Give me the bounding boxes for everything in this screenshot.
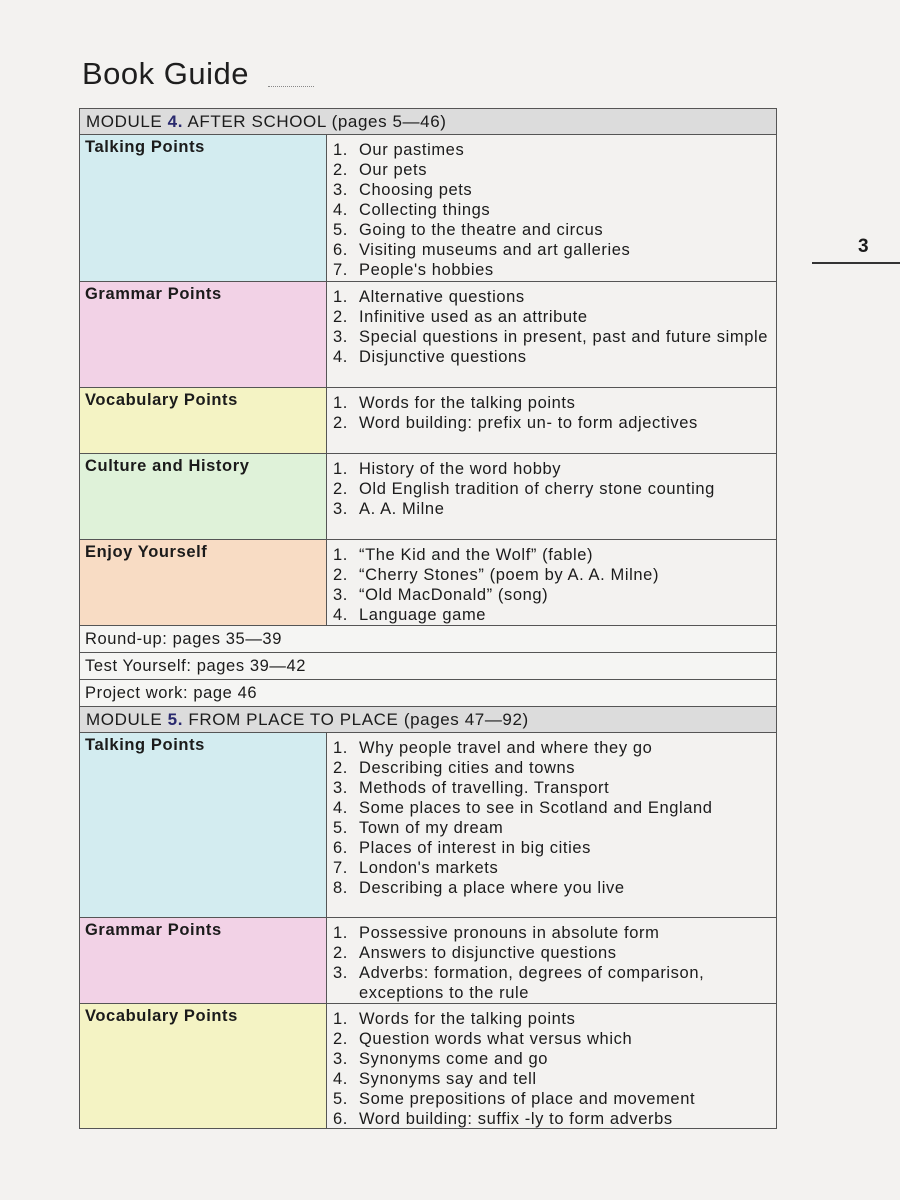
item-text: Old English tradition of cherry stone counting [359, 480, 715, 498]
section-items [327, 282, 776, 387]
item-number: 2. [333, 944, 348, 962]
list-item [333, 798, 776, 818]
module-number: 5. [167, 710, 184, 729]
item-text: Question words what versus which [359, 1030, 633, 1048]
item-text: Word building: suffix -ly to form adverbs [359, 1110, 673, 1128]
list-item [333, 220, 776, 240]
list-item [333, 1089, 776, 1109]
item-number: 5. [333, 819, 348, 837]
item-text: Adverbs: formation, degrees of comparison, exceptions to the rule [359, 964, 705, 1002]
item-text: Answers to disjunctive questions [359, 944, 617, 962]
item-number: 7. [333, 859, 348, 877]
item-number: 6. [333, 839, 348, 857]
section-items [327, 1004, 776, 1128]
section-grammar-points [80, 282, 776, 388]
item-text: Our pets [359, 161, 428, 179]
item-number: 3. [333, 964, 348, 982]
item-text: History of the word hobby [359, 460, 562, 478]
section-culture-and-history [80, 454, 776, 540]
item-number: 5. [333, 1090, 348, 1108]
module-header [80, 707, 776, 733]
item-number: 4. [333, 201, 348, 219]
section-items [327, 540, 776, 625]
list-item [333, 479, 776, 499]
item-text: London's markets [359, 859, 499, 877]
list-item [333, 160, 776, 180]
section-label: Culture and History [80, 454, 327, 539]
item-text: Language game [359, 606, 487, 624]
item-text: Collecting things [359, 201, 491, 219]
item-text: Describing cities and towns [359, 759, 576, 777]
section-label: Grammar Points [80, 918, 327, 1003]
list-item [333, 413, 776, 433]
list-item [333, 1049, 776, 1069]
list-item [333, 180, 776, 200]
list-item [333, 838, 776, 858]
list-item [333, 943, 776, 963]
item-number: 4. [333, 1070, 348, 1088]
list-item [333, 818, 776, 838]
item-number: 2. [333, 1030, 348, 1048]
item-number: 3. [333, 586, 348, 604]
item-text: Disjunctive questions [359, 348, 527, 366]
list-item [333, 307, 776, 327]
list-item [333, 459, 776, 479]
list-item [333, 585, 776, 605]
list-item [333, 565, 776, 585]
item-text: People's hobbies [359, 261, 494, 279]
section-vocabulary-points [80, 1004, 776, 1129]
item-number: 2. [333, 566, 348, 584]
item-text: Infinitive used as an attribute [359, 308, 588, 326]
module-header-prefix: MODULE [86, 710, 163, 729]
section-items [327, 918, 776, 1003]
section-label: Vocabulary Points [80, 1004, 327, 1128]
round-up-row: Round-up: pages 35—39 [80, 626, 776, 653]
section-vocabulary-points [80, 388, 776, 454]
item-text: “Cherry Stones” (poem by A. A. Milne) [359, 566, 660, 584]
module-number: 4. [167, 112, 184, 131]
item-number: 2. [333, 308, 348, 326]
item-number: 8. [333, 879, 348, 897]
list-item [333, 778, 776, 798]
item-number: 3. [333, 328, 348, 346]
page-number: 3 [858, 236, 869, 257]
item-number: 2. [333, 480, 348, 498]
list-item [333, 200, 776, 220]
item-number: 1. [333, 141, 348, 159]
item-text: Synonyms come and go [359, 1050, 549, 1068]
section-talking-points [80, 135, 776, 282]
section-label: Grammar Points [80, 282, 327, 387]
item-number: 2. [333, 161, 348, 179]
list-item [333, 260, 776, 280]
item-number: 1. [333, 460, 348, 478]
item-number: 4. [333, 799, 348, 817]
list-item [333, 393, 776, 413]
item-text: Words for the talking points [359, 394, 576, 412]
item-number: 3. [333, 779, 348, 797]
list-item [333, 545, 776, 565]
item-number: 1. [333, 546, 348, 564]
section-items [327, 135, 776, 281]
item-number: 6. [333, 241, 348, 259]
item-text: “Old MacDonald” (song) [359, 586, 549, 604]
list-item [333, 738, 776, 758]
item-text: Words for the talking points [359, 1010, 576, 1028]
list-item [333, 605, 776, 625]
item-number: 1. [333, 1010, 348, 1028]
list-item [333, 140, 776, 160]
page-title: Book Guide [82, 56, 249, 91]
item-text: A. A. Milne [359, 500, 445, 518]
section-label: Enjoy Yourself [80, 540, 327, 625]
item-number: 3. [333, 181, 348, 199]
list-item [333, 240, 776, 260]
section-label: Talking Points [80, 135, 327, 281]
list-item [333, 878, 776, 898]
item-text: Choosing pets [359, 181, 473, 199]
list-item [333, 858, 776, 878]
list-item [333, 327, 776, 347]
section-items [327, 733, 776, 917]
module-header-title: FROM PLACE TO PLACE (pages 47—92) [188, 710, 529, 729]
item-text: Visiting museums and art galleries [359, 241, 631, 259]
list-item [333, 1009, 776, 1029]
book-guide-table [79, 108, 777, 1129]
section-label: Talking Points [80, 733, 327, 917]
item-number: 3. [333, 1050, 348, 1068]
item-text: “The Kid and the Wolf” (fable) [359, 546, 594, 564]
item-number: 1. [333, 924, 348, 942]
item-text: Possessive pronouns in absolute form [359, 924, 660, 942]
section-items [327, 454, 776, 539]
item-number: 4. [333, 606, 348, 624]
section-items [327, 388, 776, 453]
item-number: 7. [333, 261, 348, 279]
list-item [333, 287, 776, 307]
section-enjoy-yourself [80, 540, 776, 626]
list-item [333, 758, 776, 778]
item-text: Town of my dream [359, 819, 504, 837]
list-item [333, 347, 776, 367]
module-header-prefix: MODULE [86, 112, 163, 131]
section-label: Vocabulary Points [80, 388, 327, 453]
item-number: 4. [333, 348, 348, 366]
test-yourself-row: Test Yourself: pages 39—42 [80, 653, 776, 680]
section-grammar-points [80, 918, 776, 1004]
item-text: Methods of travelling. Transport [359, 779, 610, 797]
item-text: Places of interest in big cities [359, 839, 591, 857]
item-number: 1. [333, 394, 348, 412]
item-text: Going to the theatre and circus [359, 221, 604, 239]
item-text: Describing a place where you live [359, 879, 625, 897]
module-header [80, 109, 776, 135]
item-number: 6. [333, 1110, 348, 1128]
title-rule [268, 86, 314, 88]
module-header-title: AFTER SCHOOL (pages 5—46) [187, 112, 447, 131]
list-item [333, 1109, 776, 1129]
item-text: Why people travel and where they go [359, 739, 653, 757]
item-number: 2. [333, 759, 348, 777]
list-item [333, 963, 776, 1003]
item-text: Synonyms say and tell [359, 1070, 537, 1088]
item-number: 1. [333, 288, 348, 306]
item-text: Word building: prefix un- to form adjectives [359, 414, 698, 432]
item-number: 5. [333, 221, 348, 239]
section-talking-points [80, 733, 776, 918]
list-item [333, 923, 776, 943]
item-text: Special questions in present, past and future simple [359, 328, 769, 346]
project-work-row: Project work: page 46 [80, 680, 776, 707]
item-text: Alternative questions [359, 288, 525, 306]
item-number: 3. [333, 500, 348, 518]
item-number: 2. [333, 414, 348, 432]
list-item [333, 1029, 776, 1049]
item-text: Some places to see in Scotland and England [359, 799, 713, 817]
item-number: 1. [333, 739, 348, 757]
list-item [333, 499, 776, 519]
page-number-rule [812, 262, 900, 264]
list-item [333, 1069, 776, 1089]
item-text: Some prepositions of place and movement [359, 1090, 696, 1108]
item-text: Our pastimes [359, 141, 465, 159]
